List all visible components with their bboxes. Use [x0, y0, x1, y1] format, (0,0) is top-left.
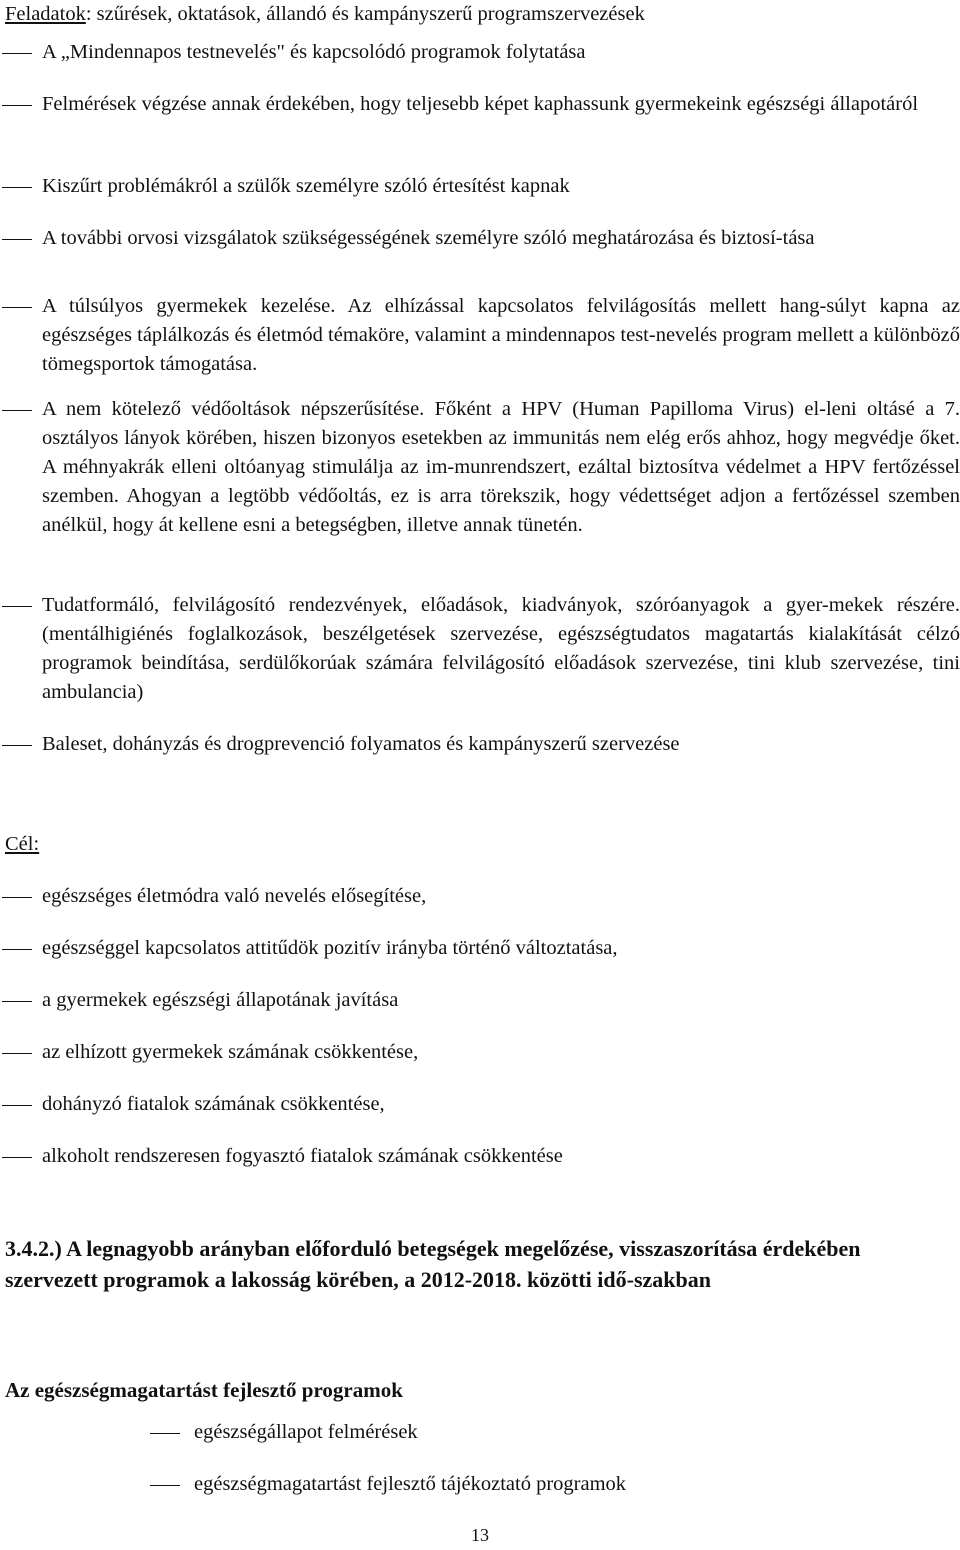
list-item-text: A nem kötelező védőoltások népszerűsítése. Főként a HPV (Human Papilloma Virus) el-leni oltásé a 7. osztályos lányok körében, hiszen bizonyos esetekben az immunitás nem elég erős ahhoz, hogy megvédje őket. A méhnyakrák elleni oltóanyag stimulálja az im-munrendszert, ezáltal biztosítva védelmet a HPV fertőzéssel szemben. Ahogyan a legtöbb védőoltás, ez is arra törekszik, hogy védettséget adjon a fertőzéssel szemben anélkül, hogy át kellene esni a betegségben, illetve annak tünetén. — [42, 398, 960, 536]
dash-bullet-icon — [2, 239, 32, 240]
list-item — [0, 38, 960, 67]
dash-bullet-icon — [2, 1001, 32, 1002]
program-list-item — [150, 1470, 940, 1499]
dash-bullet-icon — [2, 745, 32, 746]
list-item-text: a gyermekek egészségi állapotának javítása — [42, 989, 399, 1011]
dash-bullet-icon — [2, 307, 32, 308]
list-item — [0, 395, 960, 540]
list-item-text: Kiszűrt problémákról a szülők személyre szóló értesítést kapnak — [42, 175, 570, 197]
list-item-text: egészséges életmódra való nevelés elősegítése, — [42, 885, 427, 907]
goal-list-item — [0, 1038, 960, 1067]
list-item — [0, 172, 960, 201]
tasks-heading — [5, 0, 645, 29]
dash-bullet-icon — [2, 606, 32, 607]
list-item-text: egészségmagatartást fejlesztő tájékoztató programok — [194, 1473, 627, 1495]
dash-bullet-icon — [2, 897, 32, 898]
programs-heading: Az egészségmagatartást fejlesztő programok — [5, 1378, 403, 1402]
list-item-text: dohányzó fiatalok számának csökkentése, — [42, 1093, 385, 1115]
goal-heading — [5, 830, 39, 859]
goal-list-item — [0, 1142, 960, 1171]
list-item-text: egészséggel kapcsolatos attitűdök pozitív irányba történő változtatása, — [42, 937, 618, 959]
list-item — [0, 292, 960, 379]
list-item — [0, 591, 960, 707]
dash-bullet-icon — [2, 187, 32, 188]
section-title-text: A legnagyobb arányban előforduló betegségek megelőzése, visszaszorítása érdekében szervezett programok a lakosság körében, a 2012-2018. közötti idő-szakban — [5, 1236, 861, 1292]
list-item-text: az elhízott gyermekek számának csökkentése, — [42, 1041, 419, 1063]
list-item-text: A további orvosi vizsgálatok szükségességének személyre szóló meghatározása és biztosí-tása — [42, 227, 815, 249]
list-item-text: A túlsúlyos gyermekek kezelése. Az elhízással kapcsolatos felvilágosítás mellett hang-súlyt kapna az egészséges táplálkozás és életmód témaköre, valamint a mindennapos test-nevelés program mellett a különböző tömegsportok támogatása. — [42, 295, 960, 375]
list-item-text: Felmérések végzése annak érdekében, hogy teljesebb képet kaphassunk gyermekeink egészségi állapotáról — [42, 93, 919, 115]
dash-bullet-icon — [2, 1157, 32, 1158]
goal-list-item — [0, 1090, 960, 1119]
list-item-text: alkoholt rendszeresen fogyasztó fiatalok számának csökkentése — [42, 1145, 563, 1167]
section-number: 3.4.2.) — [5, 1236, 62, 1261]
list-item — [0, 90, 960, 119]
tasks-intro: : szűrések, oktatások, állandó és kampányszerű programszervezések — [85, 3, 645, 25]
goal-list-item — [0, 986, 960, 1015]
dash-bullet-icon — [2, 105, 32, 106]
goal-list-item — [0, 882, 960, 911]
dash-bullet-icon — [2, 1105, 32, 1106]
list-item-text: A „Mindennapos testnevelés" és kapcsolódó programok folytatása — [42, 41, 586, 63]
list-item-text: Baleset, dohányzás és drogprevenció folyamatos és kampányszerű szervezése — [42, 733, 680, 755]
page-number: 13 — [471, 1525, 489, 1545]
section-title — [5, 1233, 950, 1295]
list-item-text: egészségállapot felmérések — [194, 1421, 418, 1443]
dash-bullet-icon — [150, 1485, 180, 1486]
dash-bullet-icon — [2, 410, 32, 411]
dash-bullet-icon — [150, 1433, 180, 1434]
list-item — [0, 730, 960, 759]
list-item-text: Tudatformáló, felvilágosító rendezvények, előadások, kiadványok, szóróanyagok a gyer-mekek részére. (mentálhigiénés foglalkozások, beszélgetések szervezése, egészségtudatos magatartás kialakítását célzó programok beindítása, serdülőkorúak számára felvilágosító előadások szervezése, tini klub szervezése, tini ambulancia) — [42, 594, 960, 703]
goal-label: Cél: — [5, 833, 40, 855]
list-item — [0, 224, 960, 253]
tasks-label: Feladatok — [5, 3, 86, 25]
program-list-item — [150, 1418, 940, 1447]
dash-bullet-icon — [2, 949, 32, 950]
dash-bullet-icon — [2, 53, 32, 54]
dash-bullet-icon — [2, 1053, 32, 1054]
goal-list-item — [0, 934, 960, 963]
